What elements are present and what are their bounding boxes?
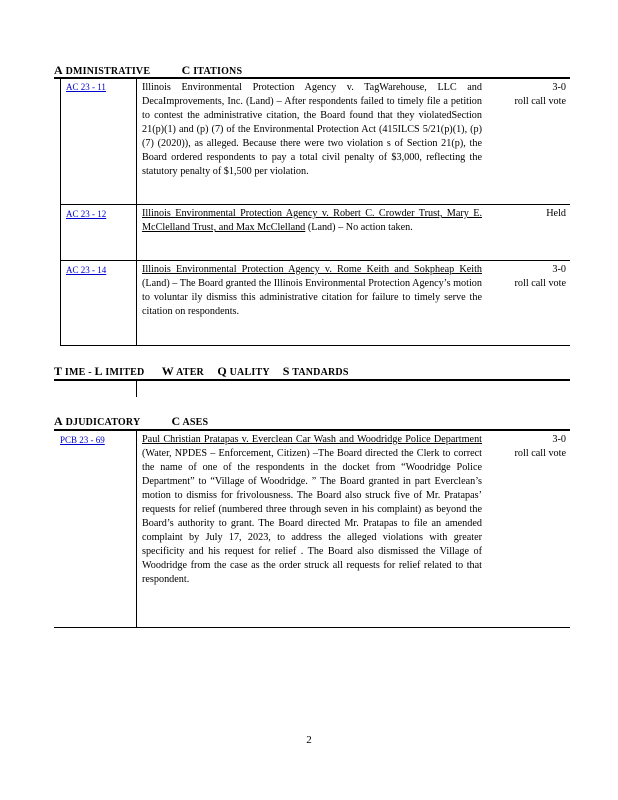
case-summary: (Water, NPDES – Enforcement, Citizen) –The Board directed the Clerk to correct the name of one of the respondents in the docket from “Woodridge Police Department” to “Village of Woodridge. ” The Board granted in part Everclean’s motion to dismiss for frivolousness. The Board also struck five of Mr. Pratapas’ requests for relief (numbered three through seven in his complaint) as beyond the Board’s authority to grant. The Board directed Mr. Pratapas to file an amended complaint by July 17, 2023, to address the alleged violations with greater specificity and his request for relief . The Board also dismissed the Village of Woodridge from the case as the order struck all requests for relief related to that respondent. xyxy=(142,448,482,585)
vote-result: 3-0 xyxy=(552,434,566,445)
case-summary: (Land) – After respondents failed to timely file a petition to contest the administrative citation, the Board found that they violatedSection 21(p)(1) and (p) (7) of the Environmental Protection Act (415ILCS 5/21(p)(1), (p)(7) (2020)), as alleged. Because there were two violation s of Section 21(p), the Board ordered respondents to pay a total civil penalty of $3,000, reflecting the statutory penalty of $1,500 per violation. xyxy=(142,96,482,177)
case-title: Paul Christian Pratapas v. Everclean Car Wash and Woodridge Police Department xyxy=(142,434,482,445)
docket-link-pcb-23-69[interactable]: PCB 23 - 69 xyxy=(60,435,105,445)
section-heading-administrative-citations: A DMINISTRATIVE C ITATIONS xyxy=(54,63,243,77)
table-bottom-rule xyxy=(60,345,570,346)
section-rule xyxy=(54,77,570,79)
row-divider xyxy=(60,260,570,261)
section-rule xyxy=(54,379,570,381)
case-title: Illinois Environmental Protection Agency v. Robert C. Crowder Trust, Mary E. McClelland Trust, and Max McClelland xyxy=(142,208,482,233)
vote-label: roll call vote xyxy=(514,448,566,459)
vote-result: 3-0 xyxy=(552,264,566,275)
case-title: Illinois Environmental Protection Agency v. TagWarehouse, LLC and DecaImprovements, Inc. xyxy=(142,82,482,107)
page-number: 2 xyxy=(306,734,312,746)
section-heading-time-limited-water-quality-standards: T IME - L IMITED W ATER Q UALITY S TANDARDS xyxy=(54,364,349,378)
vote-cell xyxy=(496,81,566,109)
column-divider xyxy=(136,381,137,397)
vote-result: 3-0 xyxy=(552,82,566,93)
section-heading-adjudicatory-cases: A DJUDICATORY C ASES xyxy=(54,414,209,428)
table-bottom-rule xyxy=(54,627,570,628)
table-left-border xyxy=(60,79,61,345)
case-summary: (Land) – No action taken. xyxy=(305,222,413,233)
vote-cell xyxy=(496,263,566,291)
vote-label: roll call vote xyxy=(514,96,566,107)
vote-result: Held xyxy=(546,208,566,219)
vote-cell xyxy=(496,207,566,221)
column-divider xyxy=(136,79,137,345)
vote-label: roll call vote xyxy=(514,278,566,289)
vote-cell xyxy=(496,433,566,461)
case-title: Illinois Environmental Protection Agency v. Rome Keith and Sokpheap Keith xyxy=(142,264,482,275)
case-summary: (Land) – The Board granted the Illinois Environmental Protection Agency’s motion to voluntar ily dismiss this administrative citation for failure to timely serve the citation on respondents. xyxy=(142,278,482,317)
section-rule xyxy=(54,429,570,431)
case-description xyxy=(142,263,482,319)
case-description xyxy=(142,433,482,587)
docket-link-ac-23-11[interactable]: AC 23 - 11 xyxy=(66,82,106,92)
case-description xyxy=(142,207,482,235)
column-divider xyxy=(136,431,137,627)
docket-link-ac-23-12[interactable]: AC 23 - 12 xyxy=(66,209,107,219)
docket-link-ac-23-14[interactable]: AC 23 - 14 xyxy=(66,265,107,275)
row-divider xyxy=(60,204,570,205)
case-description xyxy=(142,81,482,179)
